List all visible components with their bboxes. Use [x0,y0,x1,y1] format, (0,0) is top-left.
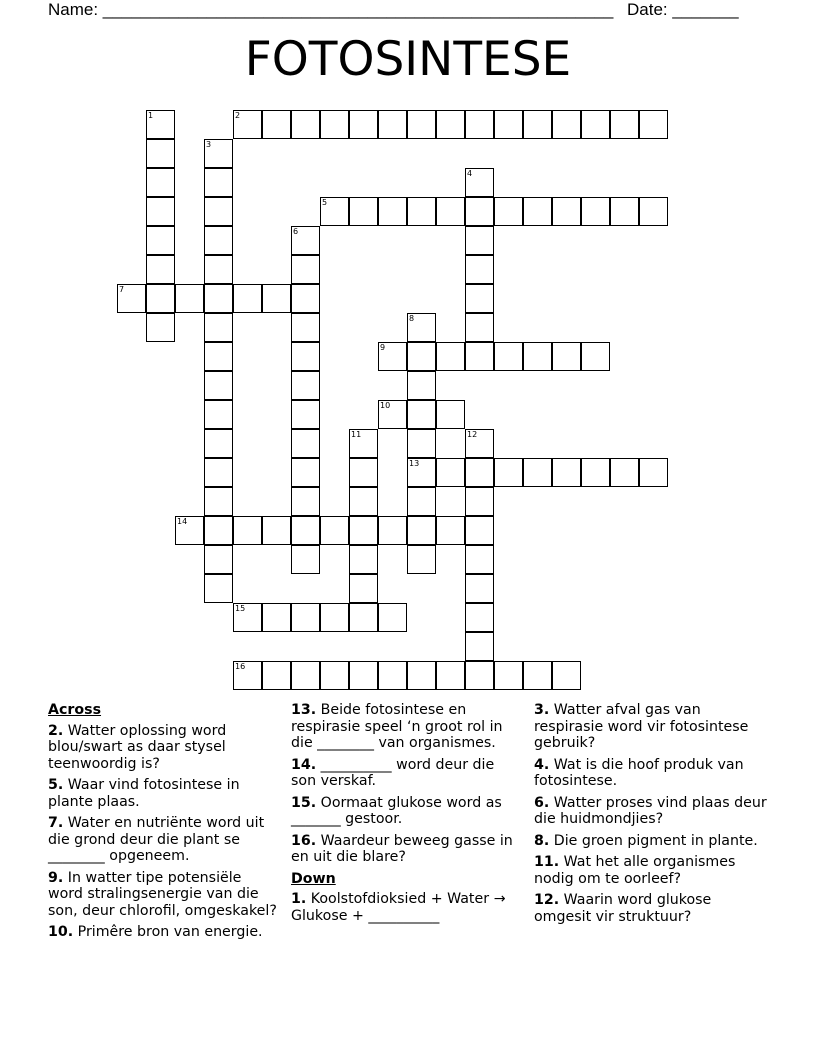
cell-number: 11 [351,430,362,439]
clue-number: 4. [534,756,550,773]
crossword-cell[interactable] [552,458,581,487]
crossword-cell[interactable] [233,516,262,545]
clue-text: Koolstofdioksied + Water → Glukose + __________ [291,891,506,924]
crossword-cell[interactable] [262,661,291,690]
crossword-cell[interactable] [407,458,436,487]
clue-item [48,924,280,941]
clue-number: 10. [48,924,74,940]
crossword-cell[interactable] [320,603,349,632]
crossword-cell[interactable] [465,632,494,661]
cell-number: 13 [409,459,420,468]
crossword-cell[interactable] [204,429,233,458]
cell-number: 2 [235,111,241,120]
clue-text: __________ word deur die son verskaf. [291,756,495,789]
worksheet-header [48,0,739,20]
clue-item [291,757,523,790]
crossword-cell[interactable] [204,226,233,255]
crossword-cell[interactable] [204,342,233,371]
clue-item [534,702,769,752]
clue-number: 2. [48,722,64,739]
crossword-cell[interactable] [581,197,610,226]
crossword-cell[interactable] [146,226,175,255]
crossword-cell[interactable] [204,313,233,342]
clue-number: 8. [534,832,550,849]
crossword-cell[interactable] [378,516,407,545]
clue-number: 11. [534,854,560,870]
crossword-cell[interactable] [436,661,465,690]
crossword-cell[interactable] [639,458,668,487]
crossword-cell[interactable] [175,516,204,545]
crossword-cell[interactable] [320,110,349,139]
crossword-cell[interactable] [523,661,552,690]
crossword-cell[interactable] [523,110,552,139]
crossword-cell[interactable] [204,487,233,516]
crossword-cell[interactable] [378,603,407,632]
clue-item [291,833,523,866]
crossword-cell[interactable] [349,197,378,226]
crossword-cell[interactable] [407,429,436,458]
crossword-cell[interactable] [291,516,320,545]
crossword-cell[interactable] [465,255,494,284]
crossword-cell[interactable] [436,516,465,545]
clue-number: 14. [291,756,317,773]
crossword-cell[interactable] [639,110,668,139]
crossword-cell[interactable] [436,458,465,487]
crossword-cell[interactable] [581,458,610,487]
crossword-cell[interactable] [407,487,436,516]
crossword-cell[interactable] [146,255,175,284]
crossword-cell[interactable] [204,284,233,313]
crossword-cell[interactable] [291,487,320,516]
crossword-cell[interactable] [204,400,233,429]
crossword-cell[interactable] [262,284,291,313]
clue-text: Wat het alle organismes nodig om te oorleef? [534,854,736,887]
crossword-cell[interactable] [291,226,320,255]
crossword-cell[interactable] [146,168,175,197]
crossword-cell[interactable] [552,342,581,371]
cell-number: 5 [322,198,328,207]
cell-number: 16 [235,662,246,671]
clue-item [48,870,280,920]
crossword-cell[interactable] [639,197,668,226]
clue-number: 13. [291,702,317,718]
clue-text: Watter oplossing word blou/swart as daar stysel teenwoordig is? [48,722,227,772]
clue-number: 16. [291,832,317,849]
crossword-cell[interactable] [204,574,233,603]
crossword-cell[interactable] [349,516,378,545]
crossword-cell[interactable] [204,371,233,400]
crossword-cell[interactable] [146,197,175,226]
crossword-cell[interactable] [349,661,378,690]
page-title: FOTOSINTESE [244,32,572,87]
crossword-cell[interactable] [117,284,146,313]
clue-text: Primêre bron van energie. [73,924,263,940]
crossword-cell[interactable] [146,110,175,139]
clue-text: Oormaat glukose word as _______ gestoor. [291,794,502,827]
clues-column-3 [534,702,769,930]
crossword-cell[interactable] [291,255,320,284]
crossword-cell[interactable] [523,458,552,487]
crossword-cell[interactable] [233,603,262,632]
cell-number: 4 [467,169,473,178]
crossword-cell[interactable] [349,458,378,487]
crossword-cell[interactable] [291,400,320,429]
crossword-cell[interactable] [465,168,494,197]
cell-number: 3 [206,140,212,149]
crossword-cell[interactable] [407,400,436,429]
crossword-cell[interactable] [262,110,291,139]
crossword-cell[interactable] [552,110,581,139]
crossword-cell[interactable] [436,197,465,226]
clue-item [291,891,523,924]
crossword-cell[interactable] [291,284,320,313]
clue-item [48,723,280,773]
crossword-cell[interactable] [465,313,494,342]
name-field[interactable]: Name: ______________________________________________________ [48,0,614,19]
clues-column-2 [291,702,523,929]
crossword-cell[interactable] [523,197,552,226]
crossword-cell[interactable] [233,110,262,139]
crossword-cell[interactable] [465,342,494,371]
crossword-cell[interactable] [291,545,320,574]
crossword-cell[interactable] [291,429,320,458]
clue-item [48,815,280,865]
crossword-cell[interactable] [175,284,204,313]
crossword-cell[interactable] [204,197,233,226]
crossword-cell[interactable] [465,574,494,603]
crossword-cell[interactable] [262,603,291,632]
crossword-cell[interactable] [494,110,523,139]
crossword-cell[interactable] [436,400,465,429]
clue-item [534,892,769,925]
clue-item [534,757,769,790]
crossword-cell[interactable] [436,342,465,371]
crossword-cell[interactable] [349,487,378,516]
clue-number: 7. [48,815,64,831]
crossword-cell[interactable] [378,110,407,139]
cell-number: 14 [177,517,188,526]
crossword-cell[interactable] [349,110,378,139]
crossword-cell[interactable] [407,197,436,226]
clue-item [291,702,523,752]
crossword-cell[interactable] [581,110,610,139]
crossword-cell[interactable] [610,197,639,226]
clue-text: Waarin word glukose omgesit vir struktuur? [534,892,712,925]
crossword-cell[interactable] [291,371,320,400]
crossword-cell[interactable] [407,342,436,371]
crossword-cell[interactable] [436,110,465,139]
clue-item [48,777,280,810]
crossword-cell[interactable] [407,110,436,139]
crossword-cell[interactable] [465,284,494,313]
crossword-cell[interactable] [204,139,233,168]
crossword-cell[interactable] [204,255,233,284]
cell-number: 12 [467,430,478,439]
crossword-cell[interactable] [407,661,436,690]
clue-text: In watter tipe potensiële word stralingsenergie van die son, deur chlorofil, omgeskakel? [48,869,277,919]
crossword-cell[interactable] [465,603,494,632]
crossword-cell[interactable] [146,313,175,342]
clue-item [291,795,523,828]
crossword-cell[interactable] [291,110,320,139]
crossword-cell[interactable] [378,661,407,690]
crossword-cell[interactable] [465,429,494,458]
crossword-cell[interactable] [291,313,320,342]
clue-item [534,833,769,850]
clue-number: 15. [291,794,317,811]
crossword-cell[interactable] [465,197,494,226]
clue-item [534,795,769,828]
crossword-cell[interactable] [291,603,320,632]
clue-text: Water en nutriënte word uit die grond deur die plant se ________ opgeneem. [48,815,265,864]
cell-number: 10 [380,401,391,410]
crossword-cell[interactable] [204,458,233,487]
clue-number: 3. [534,702,550,718]
crossword-cell[interactable] [320,516,349,545]
crossword-cell[interactable] [581,342,610,371]
cell-number: 1 [148,111,154,120]
crossword-cell[interactable] [494,661,523,690]
crossword-cell[interactable] [146,284,175,313]
crossword-cell[interactable] [349,545,378,574]
crossword-cell[interactable] [204,168,233,197]
across-heading: Across [48,702,102,718]
crossword-cell[interactable] [349,574,378,603]
crossword-cell[interactable] [465,458,494,487]
clue-number: 5. [48,777,64,793]
crossword-cell[interactable] [465,487,494,516]
crossword-cell[interactable] [349,429,378,458]
crossword-cell[interactable] [146,139,175,168]
crossword-cell[interactable] [465,226,494,255]
cell-number: 9 [380,343,386,352]
clue-number: 12. [534,892,560,908]
clue-text: Watter afval gas van respirasie word vir fotosintese gebruik? [534,702,749,751]
down-heading: Down [291,870,336,887]
crossword-cell[interactable] [262,516,291,545]
crossword-cell[interactable] [552,661,581,690]
crossword-cell[interactable] [320,197,349,226]
crossword-cell[interactable] [465,545,494,574]
crossword-cell[interactable] [407,371,436,400]
crossword-cell[interactable] [291,661,320,690]
crossword-cell[interactable] [523,342,552,371]
crossword-cell[interactable] [378,400,407,429]
cell-number: 7 [119,285,125,294]
clues-column-1 [48,702,280,946]
clue-item [534,854,769,887]
crossword-cell[interactable] [610,110,639,139]
date-field[interactable]: Date: _______ [627,0,739,19]
crossword-cell[interactable] [494,458,523,487]
clue-number: 1. [291,891,307,907]
cell-number: 6 [293,227,299,236]
clue-number: 6. [534,794,550,811]
crossword-cell[interactable] [494,342,523,371]
clue-number: 9. [48,869,64,886]
clue-text: Wat is die hoof produk van fotosintese. [534,756,744,789]
crossword-cell[interactable] [349,603,378,632]
crossword-cell[interactable] [465,516,494,545]
crossword-cell[interactable] [407,545,436,574]
clue-text: Beide fotosintese en respirasie speel ‘n groot rol in die ________ van organismes. [291,702,503,751]
crossword-cell[interactable] [610,458,639,487]
clue-text: Die groen pigment in plante. [549,832,758,849]
crossword-cell[interactable] [291,458,320,487]
cell-number: 15 [235,604,246,613]
crossword-cell[interactable] [407,516,436,545]
clue-text: Waar vind fotosintese in plante plaas. [48,777,240,810]
crossword-cell[interactable] [407,313,436,342]
crossword-cell[interactable] [291,342,320,371]
crossword-cell[interactable] [552,197,581,226]
crossword-cell[interactable] [233,661,262,690]
cell-number: 8 [409,314,415,323]
crossword-cell[interactable] [465,661,494,690]
crossword-cell[interactable] [378,197,407,226]
crossword-cell[interactable] [204,516,233,545]
crossword-cell[interactable] [233,284,262,313]
crossword-cell[interactable] [465,110,494,139]
clue-text: Waardeur beweeg gasse in en uit die blare? [291,832,513,865]
crossword-cell[interactable] [320,661,349,690]
crossword-cell[interactable] [378,342,407,371]
crossword-cell[interactable] [204,545,233,574]
clue-text: Watter proses vind plaas deur die huidmondjies? [534,794,767,827]
crossword-cell[interactable] [494,197,523,226]
